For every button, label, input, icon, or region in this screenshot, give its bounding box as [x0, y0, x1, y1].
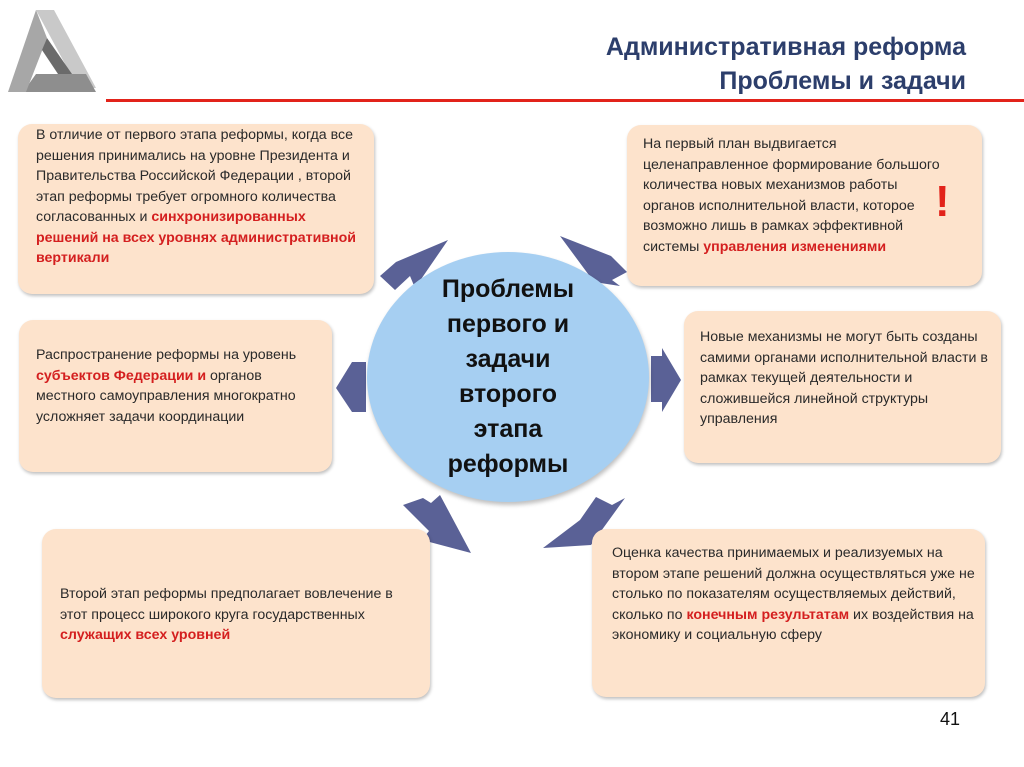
center-line: реформы	[447, 450, 569, 478]
box-text: органов местного самоуправления многократно усложняет задачи координации	[36, 367, 296, 425]
box-highlight: субъектов Федерации и	[36, 367, 207, 384]
box-mid-left	[19, 320, 332, 472]
box-text: Оценка качества принимаемых и реализуемых на втором этапе решений должна осуществляться уже не столько по показателям осуществляемых действий, сколько по	[612, 545, 975, 623]
center-line: задачи	[465, 345, 551, 373]
title-line-2: Проблемы и задачи	[719, 67, 966, 95]
box-highlight: синхронизированных решений на всех уровнях административной вертикали	[36, 209, 357, 266]
central-topic	[367, 252, 649, 502]
box-text: Распространение реформы на уровень	[36, 347, 297, 363]
page-number: 41	[940, 709, 961, 729]
box-bottom-left	[42, 529, 430, 698]
box-highlight: конечным результатам	[686, 606, 850, 623]
center-line: этапа	[473, 415, 543, 443]
box-top-right	[627, 125, 982, 286]
box-highlight: управления изменениями	[703, 238, 887, 255]
box-bottom-right	[592, 529, 985, 697]
arrow-right	[651, 348, 681, 412]
arrow-left	[336, 362, 366, 412]
exclamation-mark: !	[935, 177, 950, 226]
box-text: Новые механизмы не могут быть созданы самими органами исполнительной власти в рамках текущей деятельности и сложившейся линейной структуры управления	[700, 329, 988, 427]
box-text: В отличие от первого этапа реформы, когда все решения принимались на уровне Президента и Правительства Российской Федерации , второй этап реформы требует огромного количества согласованных и	[36, 127, 353, 225]
box-text: На первый план выдвигается целенаправленное формирование большого количества новых механизмов работы органов исполнительной власти, которое возможно лишь в рамках эффективной системы	[643, 136, 940, 255]
title-line-1: Административная реформа	[605, 33, 966, 61]
box-top-left	[18, 124, 374, 294]
box-highlight: служащих всех уровней	[60, 627, 231, 643]
center-line: Проблемы	[441, 275, 575, 303]
box-text: Второй этап реформы предполагает вовлечение в этот процесс широкого круга государственных	[60, 586, 393, 623]
center-line: второго	[458, 380, 558, 408]
box-text: их воздействия на экономику и социальную сферу	[612, 606, 974, 643]
central-topic-text	[413, 272, 603, 482]
center-line: первого и	[446, 310, 570, 338]
box-mid-right	[684, 311, 1001, 463]
